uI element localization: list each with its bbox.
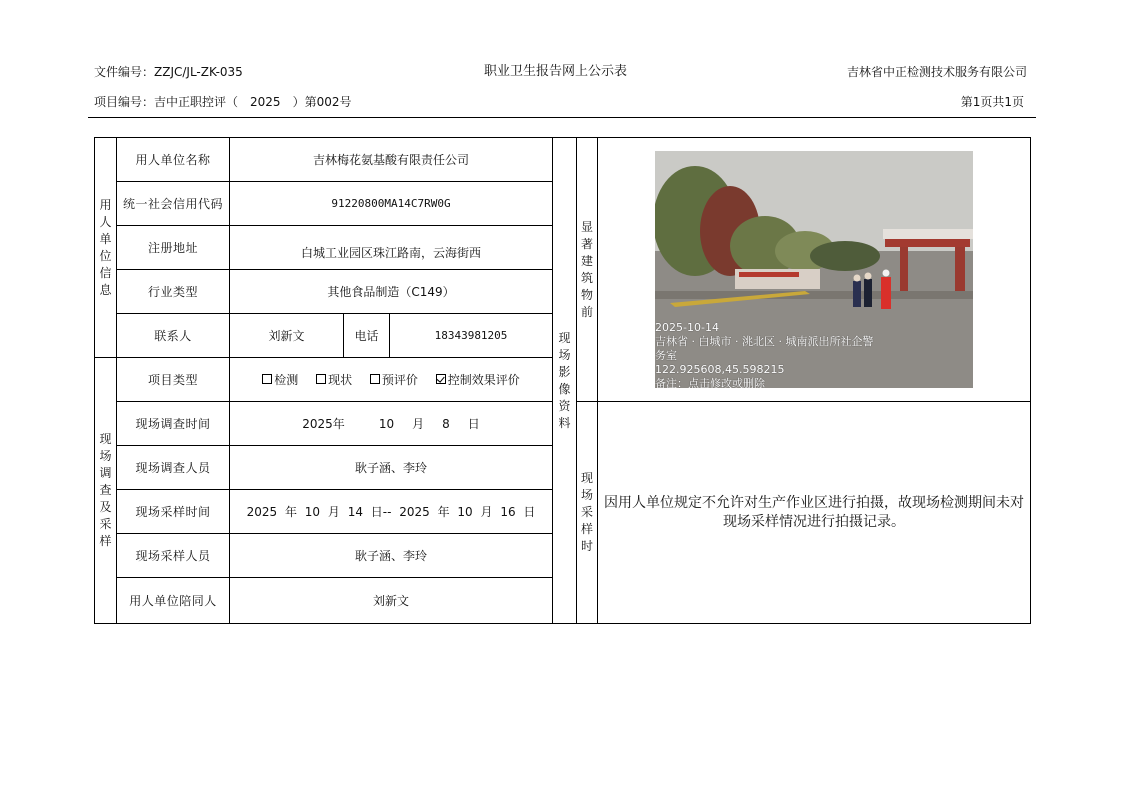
checkbox-checked-icon: [436, 374, 446, 384]
survey-time-value: 2025年 10 月 8 日: [230, 402, 553, 446]
building-front-photo: [655, 151, 973, 388]
sampling-time-label: 现场采样时间: [117, 490, 230, 534]
industry-label: 行业类型: [117, 270, 230, 314]
option-pre-evaluation: 预评价: [370, 373, 418, 387]
contact-value: 刘新文: [230, 314, 344, 358]
industry-value: 其他食品制造（C149）: [230, 270, 553, 314]
credit-code-value: 91220800MA14C7RW0G: [230, 182, 553, 226]
registered-address-value: 白城工业园区珠江路南，云海街西: [230, 226, 553, 270]
project-type-label: 项目类型: [117, 358, 230, 402]
checkbox-unchecked-icon: [316, 374, 326, 384]
phone-value: 18343981205: [390, 314, 553, 358]
option-control-effect-evaluation: 控制效果评价: [436, 373, 520, 387]
sampling-time-value: 2025 年 10 月 14 日-- 2025 年 10 月 16 日: [230, 490, 553, 534]
accompanying-person-label: 用人单位陪同人: [117, 578, 230, 624]
sampling-staff-label: 现场采样人员: [117, 534, 230, 578]
option-current-status: 现状: [316, 373, 352, 387]
header-rule: [88, 117, 1036, 118]
registered-address-label: 注册地址: [117, 226, 230, 270]
sampling-vertical-label: 现 场 采 样 时: [577, 402, 598, 624]
document-title: 职业卫生报告网上公示表: [484, 64, 628, 79]
file-number: 文件编号：ZZJC/JL-ZK-035: [94, 65, 243, 79]
checkbox-unchecked-icon: [370, 374, 380, 384]
project-number: 项目编号：吉中正职控评（ 2025 ）第002号: [94, 95, 352, 109]
building-photo-cell: [598, 138, 1031, 402]
checkbox-unchecked-icon: [262, 374, 272, 384]
option-testing: 检测: [262, 373, 298, 387]
employer-info-vertical-label: 用 人 单 位 信 息: [95, 138, 117, 358]
credit-code-label: 统一社会信用代码: [117, 182, 230, 226]
employer-name-value: 吉林梅花氨基酸有限责任公司: [230, 138, 553, 182]
phone-label: 电话: [344, 314, 390, 358]
survey-time-label: 现场调查时间: [117, 402, 230, 446]
sampling-photo-note: 因用人单位规定不允许对生产作业区进行拍摄，故现场检测期间未对现场采样情况进行拍摄记录。: [598, 402, 1031, 624]
contact-label: 联系人: [117, 314, 230, 358]
sampling-staff-value: 耿子涵、李玲: [230, 534, 553, 578]
company-name: 吉林省中正检测技术服务有限公司: [846, 65, 1027, 79]
page-info: 第1页共1页: [960, 95, 1024, 109]
survey-staff-value: 耿子涵、李玲: [230, 446, 553, 490]
project-type-options: [230, 358, 553, 402]
disclosure-table: [94, 137, 1031, 624]
employer-name-label: 用人单位名称: [117, 138, 230, 182]
photo-watermark: 2025-10-14 吉林省 · 白城市 · 洮北区 · 城南派出所社企警 务室 122.925608,45.598215 备注：点击修改或删除: [655, 321, 874, 388]
survey-sampling-vertical-label: 现 场 调 查 及 采 样: [95, 358, 117, 624]
site-images-vertical-label: 现 场 影 像 资 料: [553, 138, 577, 624]
survey-staff-label: 现场调查人员: [117, 446, 230, 490]
building-front-vertical-label: 显 著 建 筑 物 前: [577, 138, 598, 402]
accompanying-person-value: 刘新文: [230, 578, 553, 624]
